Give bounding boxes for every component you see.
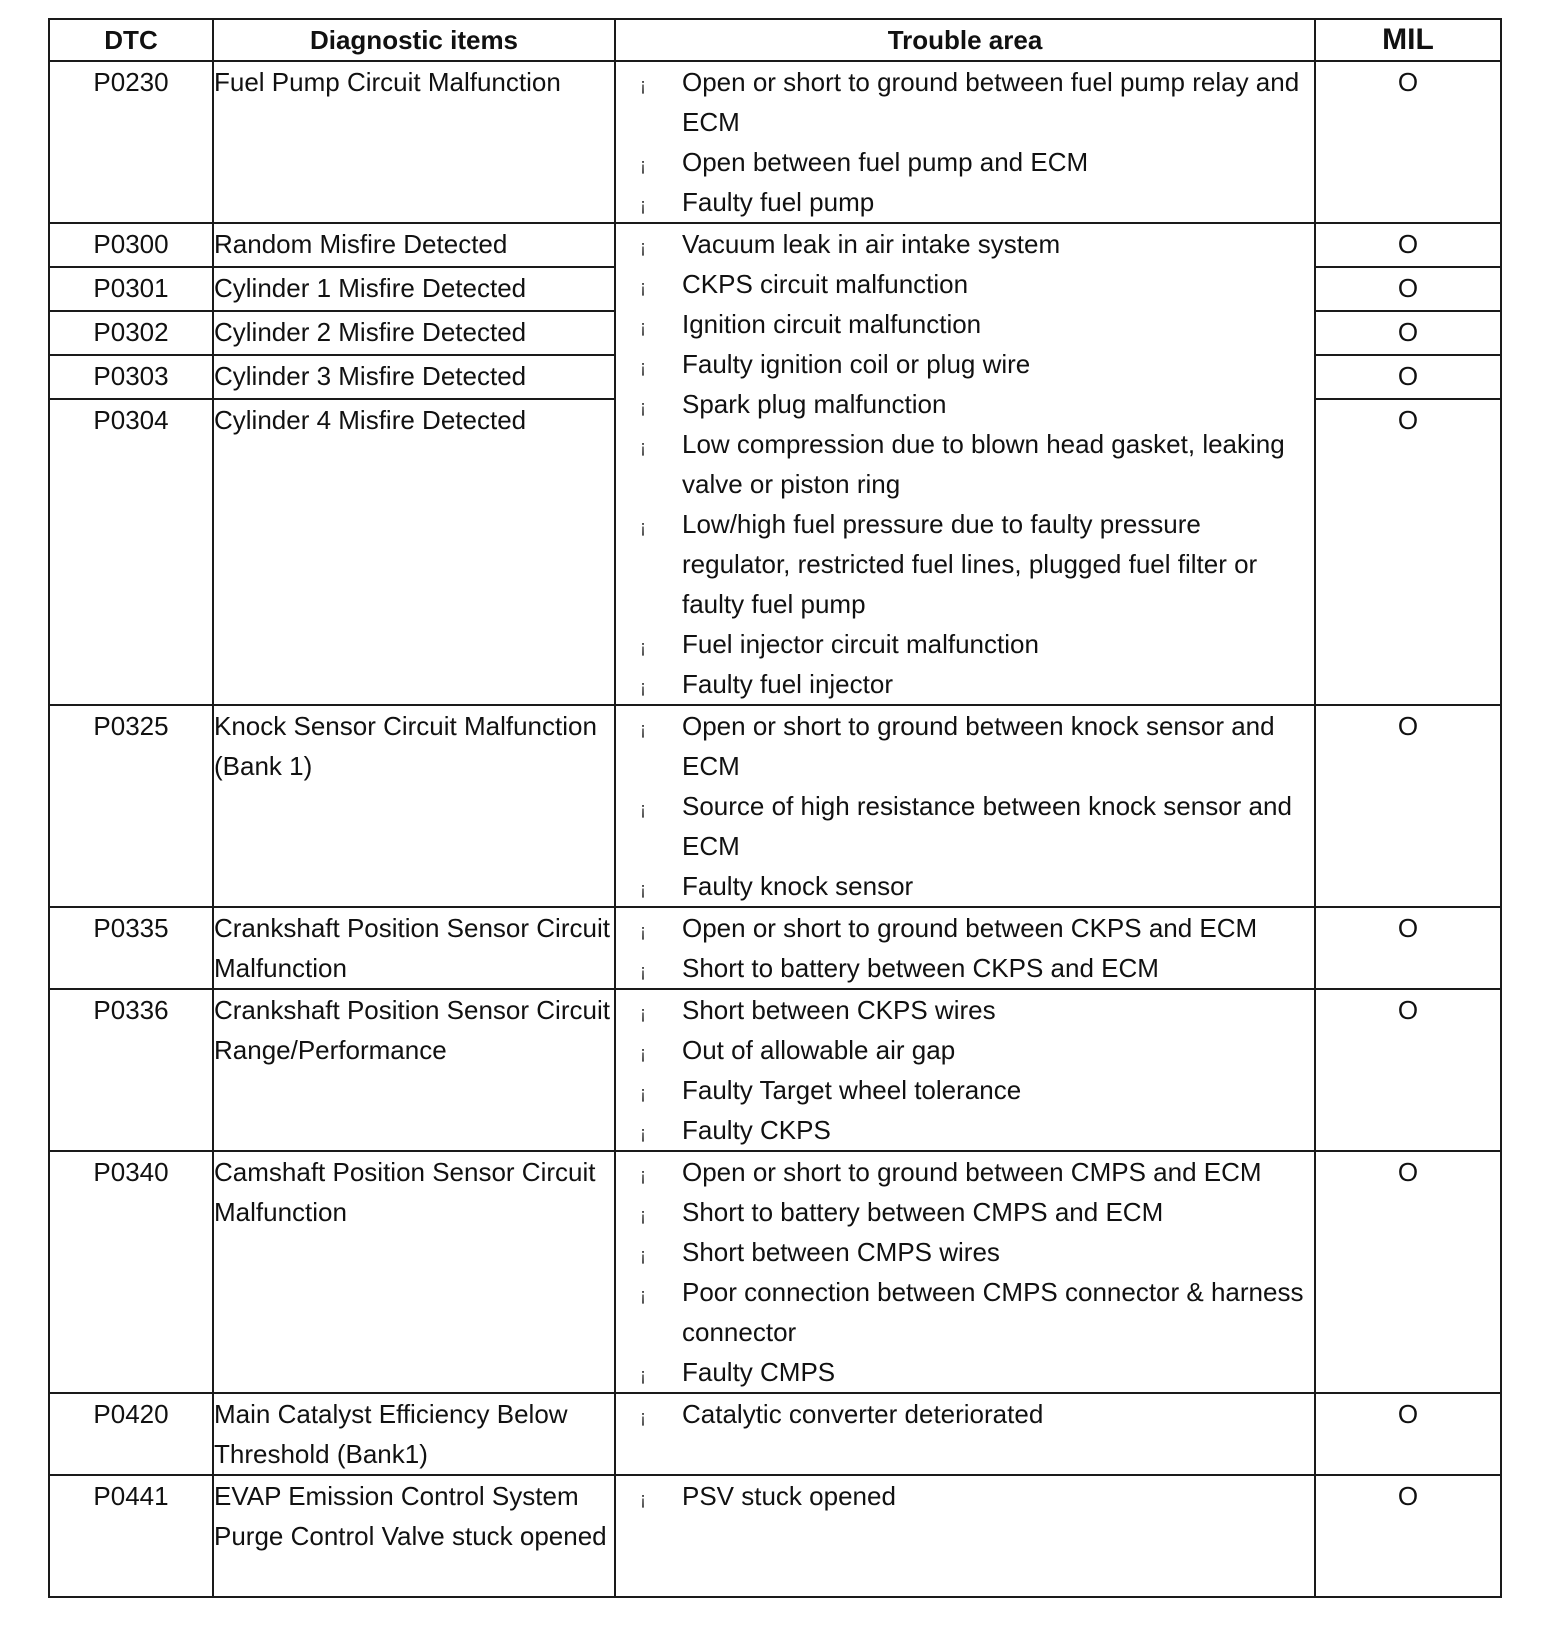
cause-item bbox=[616, 624, 1314, 664]
bullet-mark: ¡ bbox=[640, 961, 646, 981]
cause-list bbox=[616, 1152, 1314, 1392]
cause-list bbox=[616, 1476, 1314, 1516]
diagnostic-item: Cylinder 1 Misfire Detected bbox=[213, 267, 615, 311]
cause-text: Vacuum leak in air intake system bbox=[682, 229, 1061, 259]
dtc-code: P0420 bbox=[49, 1393, 213, 1475]
bullet-mark: ¡ bbox=[640, 195, 646, 215]
dtc-table bbox=[48, 18, 1502, 1598]
cause-text: Faulty fuel pump bbox=[682, 187, 875, 217]
cause-item bbox=[616, 948, 1314, 988]
bullet-mark: ¡ bbox=[640, 1489, 646, 1509]
bullet-mark: ¡ bbox=[640, 1407, 646, 1427]
table-row bbox=[49, 1393, 1501, 1475]
cause-item bbox=[616, 1232, 1314, 1272]
bullet-mark: ¡ bbox=[640, 277, 646, 297]
diagnostic-item: Cylinder 4 Misfire Detected bbox=[213, 399, 615, 705]
mil-indicator: O bbox=[1315, 907, 1501, 989]
cause-text: Faulty Target wheel tolerance bbox=[682, 1075, 1022, 1105]
cause-item bbox=[616, 1352, 1314, 1392]
dtc-code: P0325 bbox=[49, 705, 213, 907]
mil-indicator: O bbox=[1315, 223, 1501, 267]
cause-item bbox=[616, 1192, 1314, 1232]
cause-text: Faulty ignition coil or plug wire bbox=[682, 349, 1031, 379]
cause-item bbox=[616, 664, 1314, 704]
diagnostic-item: Cylinder 3 Misfire Detected bbox=[213, 355, 615, 399]
diagnostic-item: EVAP Emission Control System Purge Control Valve stuck opened bbox=[213, 1475, 615, 1597]
table-row bbox=[49, 989, 1501, 1151]
bullet-mark: ¡ bbox=[640, 517, 646, 537]
bullet-mark: ¡ bbox=[640, 921, 646, 941]
bullet-mark: ¡ bbox=[640, 317, 646, 337]
diagnostic-item: Main Catalyst Efficiency Below Threshold (Bank1) bbox=[213, 1393, 615, 1475]
diagnostic-item: Knock Sensor Circuit Malfunction (Bank 1) bbox=[213, 705, 615, 907]
diagnostic-item: Camshaft Position Sensor Circuit Malfunction bbox=[213, 1151, 615, 1393]
diagnostic-item: Crankshaft Position Sensor Circuit Malfunction bbox=[213, 907, 615, 989]
bullet-mark: ¡ bbox=[640, 879, 646, 899]
table-row bbox=[49, 705, 1501, 907]
cause-item bbox=[616, 224, 1314, 264]
cause-text: Source of high resistance between knock sensor and ECM bbox=[682, 791, 1292, 861]
bullet-mark: ¡ bbox=[640, 1003, 646, 1023]
dtc-code: P0335 bbox=[49, 907, 213, 989]
cause-item bbox=[616, 990, 1314, 1030]
cause-list bbox=[616, 62, 1314, 222]
trouble-area bbox=[615, 61, 1315, 223]
cause-item bbox=[616, 1070, 1314, 1110]
cause-list bbox=[616, 224, 1314, 704]
cause-item bbox=[616, 1476, 1314, 1516]
bullet-mark: ¡ bbox=[640, 1205, 646, 1225]
cause-item bbox=[616, 504, 1314, 624]
header-row bbox=[49, 19, 1501, 61]
bullet-mark: ¡ bbox=[640, 1365, 646, 1385]
mil-indicator: O bbox=[1315, 61, 1501, 223]
table-row bbox=[49, 1475, 1501, 1597]
trouble-area bbox=[615, 1151, 1315, 1393]
cause-text: Open or short to ground between CMPS and ECM bbox=[682, 1157, 1262, 1187]
cause-item bbox=[616, 908, 1314, 948]
cause-text: Open between fuel pump and ECM bbox=[682, 147, 1089, 177]
cause-list bbox=[616, 706, 1314, 906]
bullet-mark: ¡ bbox=[640, 1165, 646, 1185]
bullet-mark: ¡ bbox=[640, 637, 646, 657]
cause-text: Spark plug malfunction bbox=[682, 389, 947, 419]
header-dtc: DTC bbox=[49, 19, 213, 61]
mil-indicator: O bbox=[1315, 355, 1501, 399]
trouble-area bbox=[615, 1393, 1315, 1475]
dtc-code: P0301 bbox=[49, 267, 213, 311]
cause-list bbox=[616, 990, 1314, 1150]
cause-text: CKPS circuit malfunction bbox=[682, 269, 969, 299]
header-trouble-area: Trouble area bbox=[615, 19, 1315, 61]
cause-list bbox=[616, 908, 1314, 988]
cause-item bbox=[616, 786, 1314, 866]
header-diagnostic-items: Diagnostic items bbox=[213, 19, 615, 61]
cause-text: Short between CMPS wires bbox=[682, 1237, 1000, 1267]
diagnostic-item: Cylinder 2 Misfire Detected bbox=[213, 311, 615, 355]
diagnostic-item: Random Misfire Detected bbox=[213, 223, 615, 267]
dtc-code: P0340 bbox=[49, 1151, 213, 1393]
bullet-mark: ¡ bbox=[640, 357, 646, 377]
dtc-document bbox=[48, 18, 1500, 1598]
cause-text: Open or short to ground between knock sensor and ECM bbox=[682, 711, 1275, 781]
bullet-mark: ¡ bbox=[640, 437, 646, 457]
cause-text: Short to battery between CMPS and ECM bbox=[682, 1197, 1164, 1227]
cause-text: Open or short to ground between fuel pump relay and ECM bbox=[682, 67, 1300, 137]
bullet-mark: ¡ bbox=[640, 1083, 646, 1103]
bullet-mark: ¡ bbox=[640, 719, 646, 739]
cause-text: Short between CKPS wires bbox=[682, 995, 996, 1025]
dtc-code: P0230 bbox=[49, 61, 213, 223]
cause-item bbox=[616, 866, 1314, 906]
cause-text: Catalytic converter deteriorated bbox=[682, 1399, 1044, 1429]
cause-item bbox=[616, 1110, 1314, 1150]
dtc-code: P0303 bbox=[49, 355, 213, 399]
mil-indicator: O bbox=[1315, 399, 1501, 705]
dtc-code: P0336 bbox=[49, 989, 213, 1151]
cause-item bbox=[616, 62, 1314, 142]
diagnostic-item: Crankshaft Position Sensor Circuit Range/Performance bbox=[213, 989, 615, 1151]
mil-indicator: O bbox=[1315, 311, 1501, 355]
table-row bbox=[49, 1151, 1501, 1393]
cause-item bbox=[616, 142, 1314, 182]
cause-text: Fuel injector circuit malfunction bbox=[682, 629, 1039, 659]
bullet-mark: ¡ bbox=[640, 155, 646, 175]
cause-text: Faulty fuel injector bbox=[682, 669, 893, 699]
cause-item bbox=[616, 1152, 1314, 1192]
cause-text: Out of allowable air gap bbox=[682, 1035, 956, 1065]
bullet-mark: ¡ bbox=[640, 397, 646, 417]
cause-item bbox=[616, 706, 1314, 786]
bullet-mark: ¡ bbox=[640, 1123, 646, 1143]
cause-text: Poor connection between CMPS connector & harness connector bbox=[682, 1277, 1304, 1347]
bullet-mark: ¡ bbox=[640, 677, 646, 697]
cause-text: PSV stuck opened bbox=[682, 1481, 896, 1511]
cause-text: Ignition circuit malfunction bbox=[682, 309, 982, 339]
mil-indicator: O bbox=[1315, 1393, 1501, 1475]
cause-list bbox=[616, 1394, 1314, 1434]
cause-item bbox=[616, 344, 1314, 384]
mil-indicator: O bbox=[1315, 705, 1501, 907]
trouble-area bbox=[615, 989, 1315, 1151]
trouble-area-misfire bbox=[615, 223, 1315, 705]
cause-item bbox=[616, 384, 1314, 424]
table-row bbox=[49, 907, 1501, 989]
dtc-code: P0304 bbox=[49, 399, 213, 705]
cause-text: Faulty CKPS bbox=[682, 1115, 831, 1145]
bullet-mark: ¡ bbox=[640, 1285, 646, 1305]
cause-item bbox=[616, 264, 1314, 304]
bullet-mark: ¡ bbox=[640, 799, 646, 819]
cause-text: Low/high fuel pressure due to faulty pressure regulator, restricted fuel lines, plugged fuel filter or faulty fuel pump bbox=[682, 509, 1258, 619]
mil-indicator: O bbox=[1315, 267, 1501, 311]
trouble-area bbox=[615, 1475, 1315, 1597]
dtc-code: P0300 bbox=[49, 223, 213, 267]
bullet-mark: ¡ bbox=[640, 75, 646, 95]
trouble-area bbox=[615, 705, 1315, 907]
cause-text: Short to battery between CKPS and ECM bbox=[682, 953, 1159, 983]
mil-indicator: O bbox=[1315, 1475, 1501, 1597]
diagnostic-item: Fuel Pump Circuit Malfunction bbox=[213, 61, 615, 223]
dtc-code: P0441 bbox=[49, 1475, 213, 1597]
cause-item bbox=[616, 304, 1314, 344]
table-row bbox=[49, 61, 1501, 223]
mil-indicator: O bbox=[1315, 1151, 1501, 1393]
mil-indicator: O bbox=[1315, 989, 1501, 1151]
trouble-area bbox=[615, 907, 1315, 989]
dtc-code: P0302 bbox=[49, 311, 213, 355]
cause-item bbox=[616, 182, 1314, 222]
cause-text: Low compression due to blown head gasket, leaking valve or piston ring bbox=[682, 429, 1285, 499]
cause-text: Open or short to ground between CKPS and ECM bbox=[682, 913, 1258, 943]
cause-text: Faulty CMPS bbox=[682, 1357, 836, 1387]
bullet-mark: ¡ bbox=[640, 1043, 646, 1063]
header-mil: MIL bbox=[1315, 19, 1501, 61]
cause-text: Faulty knock sensor bbox=[682, 871, 914, 901]
cause-item bbox=[616, 1394, 1314, 1434]
cause-item bbox=[616, 1030, 1314, 1070]
table-row bbox=[49, 223, 1501, 267]
cause-item bbox=[616, 424, 1314, 504]
cause-item bbox=[616, 1272, 1314, 1352]
bullet-mark: ¡ bbox=[640, 1245, 646, 1265]
bullet-mark: ¡ bbox=[640, 237, 646, 257]
